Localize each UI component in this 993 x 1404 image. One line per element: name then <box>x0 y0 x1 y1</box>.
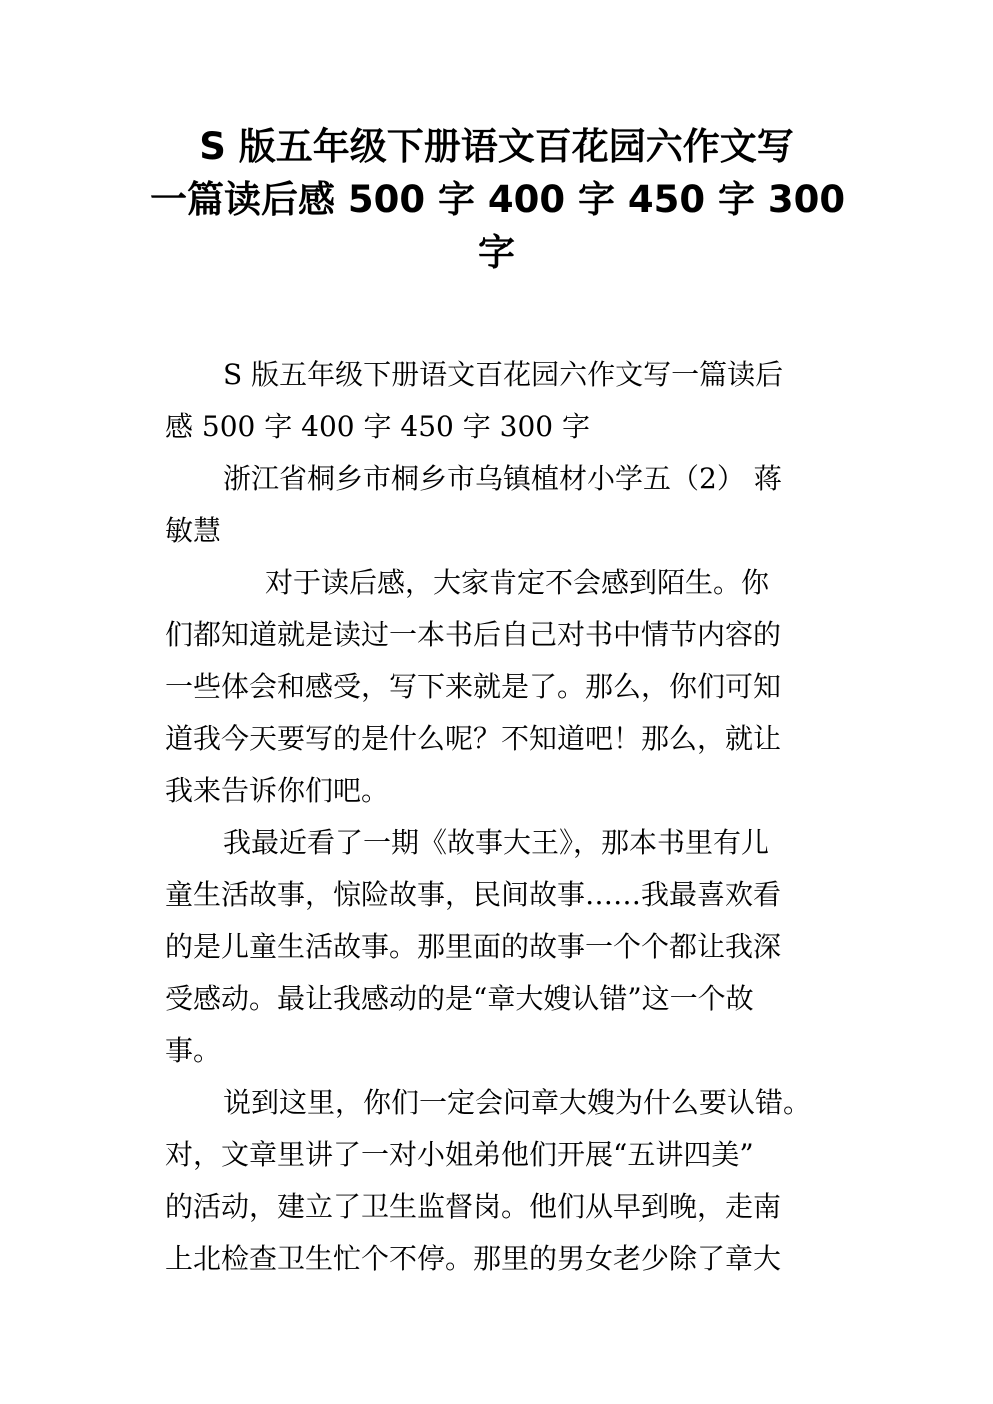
text-line: 敏慧 <box>165 514 222 547</box>
text-line: 事。 <box>165 1034 222 1067</box>
text-line: 的活动，建立了卫生监督岗。他们从早到晚，走南 <box>165 1190 782 1223</box>
subtitle-paragraph <box>165 349 855 453</box>
text-line: 们都知道就是读过一本书后自己对书中情节内容的 <box>165 618 782 651</box>
text-line: 感 500 字 400 字 450 字 300 字 <box>165 410 590 443</box>
text-line: 受感动。最让我感动的是“章大嫂认错”这一个故 <box>165 982 754 1015</box>
text-line: 浙江省桐乡市桐乡市乌镇植材小学五（2） 蒋 <box>223 462 782 495</box>
text-line: 说到这里，你们一定会问章大嫂为什么要认错。 <box>223 1086 812 1119</box>
text-line: 我最近看了一期《故事大王》，那本书里有儿 <box>223 826 770 859</box>
text-line: 的是儿童生活故事。那里面的故事一个个都让我深 <box>165 930 782 963</box>
text-line: 童生活故事，惊险故事，民间故事……我最喜欢看 <box>165 878 782 911</box>
author-paragraph <box>165 453 855 557</box>
body-paragraph <box>165 1077 855 1285</box>
body-paragraph <box>165 557 855 817</box>
text-line: 对于读后感，大家肯定不会感到陌生。你 <box>265 566 770 599</box>
title-line: 一篇读后感 500 字 400 字 450 字 300 <box>150 178 846 221</box>
document-body <box>165 349 855 1285</box>
title-line: 字 <box>478 231 515 274</box>
body-paragraph <box>165 817 855 1077</box>
text-line: 对，文章里讲了一对小姐弟他们开展“五讲四美” <box>165 1138 754 1171</box>
text-line: 上北检查卫生忙个不停。那里的男女老少除了章大 <box>165 1242 782 1275</box>
document-title <box>150 120 846 279</box>
text-line: S 版五年级下册语文百花园六作文写一篇读后 <box>223 358 784 391</box>
text-line: 我来告诉你们吧。 <box>165 774 390 807</box>
text-line: 道我今天要写的是什么呢？不知道吧！那么，就让 <box>165 722 782 755</box>
text-line: 一些体会和感受，写下来就是了。那么，你们可知 <box>165 670 782 703</box>
title-line: S 版五年级下册语文百花园六作文写 <box>199 125 794 168</box>
